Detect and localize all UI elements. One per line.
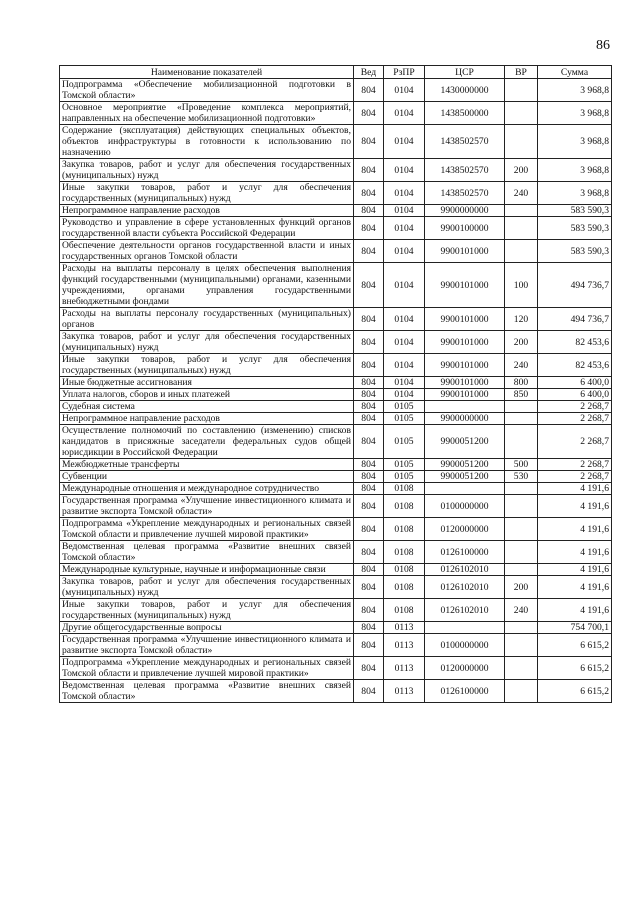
cell-rzpr: 0104 [384, 182, 425, 205]
table-row [60, 102, 612, 125]
table-row [60, 599, 612, 622]
cell-csr: 9900101000 [425, 389, 505, 401]
cell-sum: 2 268,7 [538, 459, 612, 471]
cell-csr: 9900051200 [425, 471, 505, 483]
cell-csr: 0120000000 [425, 518, 505, 541]
cell-csr [425, 401, 505, 413]
table-row [60, 680, 612, 703]
cell-sum: 6 615,2 [538, 634, 612, 657]
cell-ved: 804 [354, 205, 384, 217]
cell-sum: 4 191,6 [538, 518, 612, 541]
cell-sum: 583 590,3 [538, 205, 612, 217]
cell-ved: 804 [354, 102, 384, 125]
cell-ved: 804 [354, 240, 384, 263]
cell-csr: 0126102010 [425, 564, 505, 576]
cell-name: Закупка товаров, работ и услуг для обеспечения государственных (муниципальных) нужд [60, 576, 354, 599]
table-row [60, 413, 612, 425]
cell-ved: 804 [354, 459, 384, 471]
cell-rzpr: 0113 [384, 657, 425, 680]
cell-rzpr: 0104 [384, 125, 425, 159]
cell-name: Международные культурные, научные и информационные связи [60, 564, 354, 576]
cell-sum: 4 191,6 [538, 576, 612, 599]
table-row [60, 401, 612, 413]
cell-csr: 1438500000 [425, 102, 505, 125]
cell-rzpr: 0104 [384, 102, 425, 125]
cell-vr [505, 483, 538, 495]
cell-name: Расходы на выплаты персоналу в целях обеспечения выполнения функций государственными (муниципальными) органами, казенными учреждениями, органами управления государственными внебюджетными фондами [60, 263, 354, 308]
cell-csr: 9900000000 [425, 205, 505, 217]
cell-csr: 1438502570 [425, 125, 505, 159]
table-header [60, 66, 612, 79]
cell-ved: 804 [354, 125, 384, 159]
cell-ved: 804 [354, 622, 384, 634]
cell-vr [505, 102, 538, 125]
cell-rzpr: 0104 [384, 205, 425, 217]
table-row [60, 495, 612, 518]
cell-name: Непрограммное направление расходов [60, 205, 354, 217]
cell-csr: 0100000000 [425, 495, 505, 518]
cell-sum: 754 700,1 [538, 622, 612, 634]
cell-sum: 3 968,8 [538, 102, 612, 125]
table-row [60, 541, 612, 564]
cell-csr: 1438502570 [425, 159, 505, 182]
cell-sum: 494 736,7 [538, 308, 612, 331]
cell-vr: 240 [505, 354, 538, 377]
cell-name: Закупка товаров, работ и услуг для обеспечения государственных (муниципальных) нужд [60, 331, 354, 354]
cell-name: Подпрограмма «Укрепление международных и региональных связей Томской области и привлечение лучшей мировой практики» [60, 657, 354, 680]
cell-rzpr: 0104 [384, 377, 425, 389]
cell-sum: 2 268,7 [538, 471, 612, 483]
table-row [60, 622, 612, 634]
cell-csr: 9900101000 [425, 354, 505, 377]
cell-ved: 804 [354, 425, 384, 459]
table-row [60, 576, 612, 599]
cell-rzpr: 0113 [384, 634, 425, 657]
cell-rzpr: 0113 [384, 622, 425, 634]
cell-sum: 4 191,6 [538, 483, 612, 495]
table-row [60, 79, 612, 102]
cell-sum: 6 400,0 [538, 377, 612, 389]
cell-csr: 0126102010 [425, 576, 505, 599]
cell-sum: 82 453,6 [538, 331, 612, 354]
cell-csr: 9900101000 [425, 263, 505, 308]
cell-vr: 500 [505, 459, 538, 471]
cell-rzpr: 0104 [384, 389, 425, 401]
cell-rzpr: 0113 [384, 680, 425, 703]
cell-name: Ведомственная целевая программа «Развитие внешних связей Томской области» [60, 541, 354, 564]
cell-ved: 804 [354, 79, 384, 102]
cell-rzpr: 0105 [384, 425, 425, 459]
header-vr: ВР [505, 66, 538, 79]
cell-name: Иные закупки товаров, работ и услуг для обеспечения государственных (муниципальных) нужд [60, 354, 354, 377]
cell-vr: 120 [505, 308, 538, 331]
header-name: Наименование показателей [60, 66, 354, 79]
cell-vr: 240 [505, 182, 538, 205]
header-ved: Вед [354, 66, 384, 79]
cell-csr: 9900101000 [425, 308, 505, 331]
cell-rzpr: 0108 [384, 541, 425, 564]
table-row [60, 483, 612, 495]
cell-sum: 6 615,2 [538, 680, 612, 703]
cell-vr [505, 622, 538, 634]
cell-ved: 804 [354, 263, 384, 308]
cell-csr: 9900101000 [425, 240, 505, 263]
table-row [60, 459, 612, 471]
table-row [60, 564, 612, 576]
cell-name: Субвенции [60, 471, 354, 483]
cell-ved: 804 [354, 159, 384, 182]
cell-rzpr: 0105 [384, 471, 425, 483]
cell-ved: 804 [354, 564, 384, 576]
cell-csr: 0126100000 [425, 680, 505, 703]
cell-sum: 494 736,7 [538, 263, 612, 308]
cell-ved: 804 [354, 377, 384, 389]
cell-name: Обеспечение деятельности органов государственной власти и иных государственных органов Томской области [60, 240, 354, 263]
cell-ved: 804 [354, 401, 384, 413]
cell-vr [505, 79, 538, 102]
cell-vr [505, 495, 538, 518]
cell-vr [505, 680, 538, 703]
cell-rzpr: 0104 [384, 159, 425, 182]
table-row [60, 125, 612, 159]
cell-ved: 804 [354, 331, 384, 354]
table-row [60, 331, 612, 354]
cell-ved: 804 [354, 599, 384, 622]
table-row [60, 217, 612, 240]
cell-sum: 4 191,6 [538, 599, 612, 622]
table-row [60, 182, 612, 205]
cell-vr: 850 [505, 389, 538, 401]
cell-sum: 3 968,8 [538, 125, 612, 159]
cell-csr: 9900101000 [425, 331, 505, 354]
cell-rzpr: 0104 [384, 331, 425, 354]
cell-ved: 804 [354, 518, 384, 541]
cell-name: Осуществление полномочий по составлению (изменению) списков кандидатов в присяжные заседатели федеральных судов общей юрисдикции в Российской Федерации [60, 425, 354, 459]
cell-csr [425, 483, 505, 495]
cell-name: Иные закупки товаров, работ и услуг для обеспечения государственных (муниципальных) нужд [60, 599, 354, 622]
cell-sum: 6 615,2 [538, 657, 612, 680]
cell-vr [505, 125, 538, 159]
cell-vr: 240 [505, 599, 538, 622]
header-csr: ЦСР [425, 66, 505, 79]
cell-vr [505, 518, 538, 541]
cell-rzpr: 0108 [384, 576, 425, 599]
cell-rzpr: 0105 [384, 459, 425, 471]
cell-csr [425, 622, 505, 634]
table-row [60, 159, 612, 182]
cell-csr: 9900051200 [425, 425, 505, 459]
cell-vr [505, 205, 538, 217]
page-number: 86 [596, 38, 610, 53]
cell-name: Руководство и управление в сфере установленных функций органов государственной власти субъекта Российской Федерации [60, 217, 354, 240]
table-row [60, 518, 612, 541]
cell-name: Межбюджетные трансферты [60, 459, 354, 471]
cell-ved: 804 [354, 217, 384, 240]
cell-csr: 0126102010 [425, 599, 505, 622]
table-row [60, 263, 612, 308]
cell-rzpr: 0108 [384, 564, 425, 576]
cell-rzpr: 0104 [384, 354, 425, 377]
cell-sum: 6 400,0 [538, 389, 612, 401]
cell-sum: 4 191,6 [538, 541, 612, 564]
cell-ved: 804 [354, 680, 384, 703]
cell-name: Содержание (эксплуатация) действующих специальных объектов, объектов инфраструктуры в готовности к использованию по назначению [60, 125, 354, 159]
cell-name: Основное мероприятие «Проведение комплекса мероприятий, направленных на обеспечение мобилизационной подготовки» [60, 102, 354, 125]
cell-name: Международные отношения и международное сотрудничество [60, 483, 354, 495]
header-sum: Сумма [538, 66, 612, 79]
cell-vr [505, 401, 538, 413]
cell-csr: 9900100000 [425, 217, 505, 240]
cell-sum: 583 590,3 [538, 240, 612, 263]
cell-vr [505, 413, 538, 425]
table-row [60, 634, 612, 657]
cell-sum: 3 968,8 [538, 79, 612, 102]
cell-ved: 804 [354, 495, 384, 518]
cell-vr: 100 [505, 263, 538, 308]
table-row [60, 240, 612, 263]
header-row [60, 66, 612, 79]
cell-name: Государственная программа «Улучшение инвестиционного климата и развитие экспорта Томской области» [60, 495, 354, 518]
table-row [60, 377, 612, 389]
budget-table [59, 65, 612, 703]
header-rzpr: РзПР [384, 66, 425, 79]
cell-rzpr: 0104 [384, 263, 425, 308]
cell-name: Расходы на выплаты персоналу государственных (муниципальных) органов [60, 308, 354, 331]
cell-name: Иные закупки товаров, работ и услуг для обеспечения государственных (муниципальных) нужд [60, 182, 354, 205]
cell-rzpr: 0104 [384, 308, 425, 331]
cell-vr: 800 [505, 377, 538, 389]
cell-ved: 804 [354, 657, 384, 680]
cell-ved: 804 [354, 389, 384, 401]
cell-csr: 0100000000 [425, 634, 505, 657]
cell-ved: 804 [354, 576, 384, 599]
table-body [60, 79, 612, 703]
cell-rzpr: 0104 [384, 240, 425, 263]
cell-sum: 2 268,7 [538, 425, 612, 459]
cell-csr: 0126100000 [425, 541, 505, 564]
cell-name: Другие общегосударственные вопросы [60, 622, 354, 634]
cell-csr: 1438502570 [425, 182, 505, 205]
table-row [60, 308, 612, 331]
cell-sum: 3 968,8 [538, 159, 612, 182]
cell-name: Непрограммное направление расходов [60, 413, 354, 425]
cell-name: Подпрограмма «Укрепление международных и региональных связей Томской области и привлечение лучшей мировой практики» [60, 518, 354, 541]
cell-ved: 804 [354, 483, 384, 495]
cell-name: Судебная система [60, 401, 354, 413]
cell-ved: 804 [354, 471, 384, 483]
cell-vr [505, 541, 538, 564]
cell-sum: 3 968,8 [538, 182, 612, 205]
cell-ved: 804 [354, 308, 384, 331]
cell-sum: 2 268,7 [538, 401, 612, 413]
cell-vr [505, 657, 538, 680]
cell-ved: 804 [354, 541, 384, 564]
cell-sum: 4 191,6 [538, 564, 612, 576]
cell-vr [505, 634, 538, 657]
cell-name: Закупка товаров, работ и услуг для обеспечения государственных (муниципальных) нужд [60, 159, 354, 182]
table-row [60, 205, 612, 217]
cell-sum: 583 590,3 [538, 217, 612, 240]
table-row [60, 657, 612, 680]
table-row [60, 354, 612, 377]
cell-csr: 9900051200 [425, 459, 505, 471]
cell-rzpr: 0108 [384, 518, 425, 541]
table-row [60, 389, 612, 401]
cell-rzpr: 0104 [384, 217, 425, 240]
cell-rzpr: 0108 [384, 495, 425, 518]
cell-ved: 804 [354, 634, 384, 657]
cell-sum: 82 453,6 [538, 354, 612, 377]
cell-vr [505, 217, 538, 240]
cell-rzpr: 0108 [384, 599, 425, 622]
cell-vr: 200 [505, 576, 538, 599]
cell-ved: 804 [354, 354, 384, 377]
cell-csr: 1430000000 [425, 79, 505, 102]
cell-vr [505, 564, 538, 576]
cell-rzpr: 0105 [384, 401, 425, 413]
table-row [60, 471, 612, 483]
cell-vr: 200 [505, 159, 538, 182]
cell-ved: 804 [354, 413, 384, 425]
cell-name: Ведомственная целевая программа «Развитие внешних связей Томской области» [60, 680, 354, 703]
cell-rzpr: 0104 [384, 79, 425, 102]
cell-csr: 0120000000 [425, 657, 505, 680]
cell-ved: 804 [354, 182, 384, 205]
cell-rzpr: 0105 [384, 413, 425, 425]
cell-name: Уплата налогов, сборов и иных платежей [60, 389, 354, 401]
cell-vr [505, 240, 538, 263]
cell-csr: 9900101000 [425, 377, 505, 389]
cell-sum: 4 191,6 [538, 495, 612, 518]
cell-vr: 200 [505, 331, 538, 354]
cell-vr: 530 [505, 471, 538, 483]
cell-vr [505, 425, 538, 459]
cell-name: Иные бюджетные ассигнования [60, 377, 354, 389]
cell-csr: 9900000000 [425, 413, 505, 425]
cell-sum: 2 268,7 [538, 413, 612, 425]
cell-name: Подпрограмма «Обеспечение мобилизационной подготовки в Томской области» [60, 79, 354, 102]
cell-rzpr: 0108 [384, 483, 425, 495]
table-row [60, 425, 612, 459]
cell-name: Государственная программа «Улучшение инвестиционного климата и развитие экспорта Томской области» [60, 634, 354, 657]
